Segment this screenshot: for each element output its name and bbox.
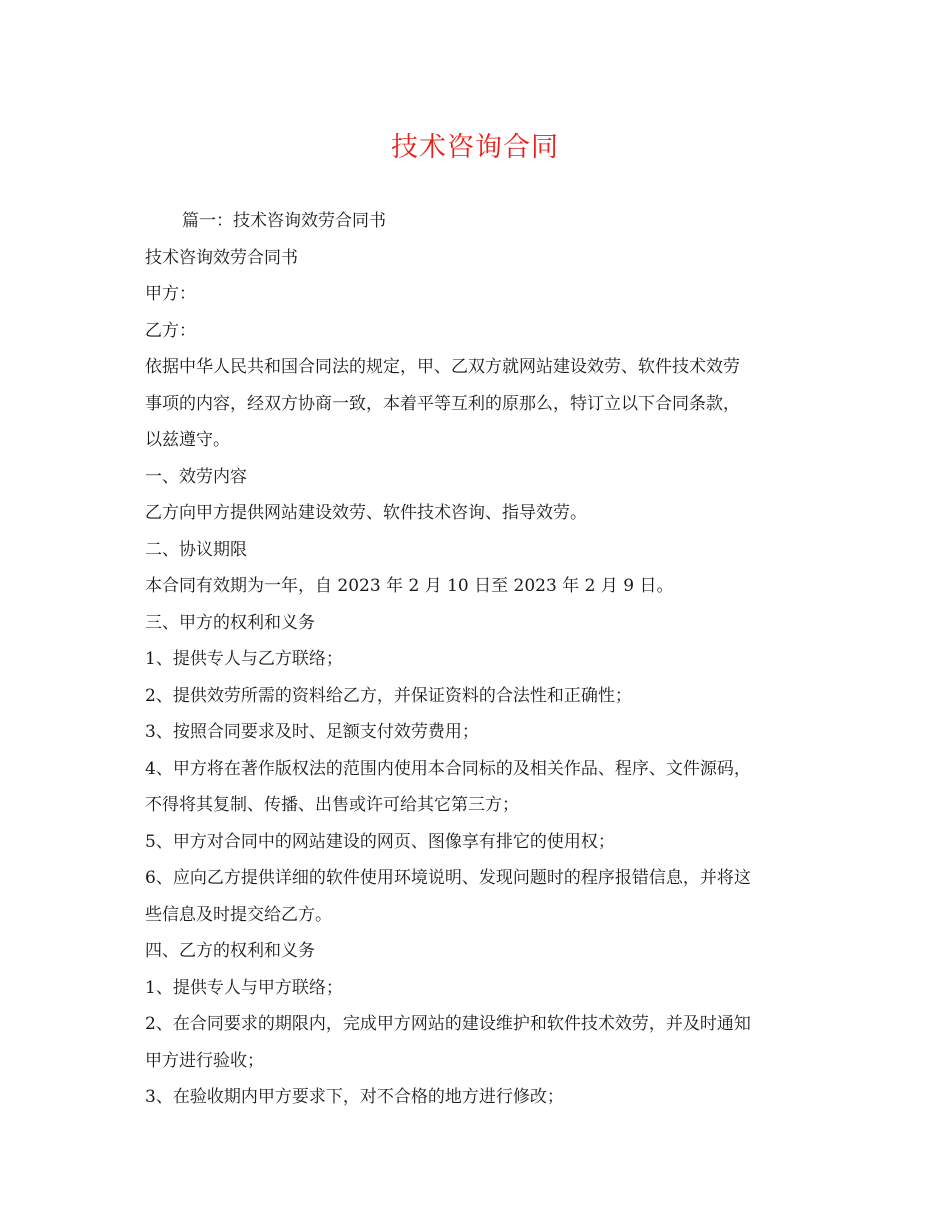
document-title: 技术咨询合同 (391, 132, 559, 163)
clause-item: 2、在合同要求的期限内，完成甲方网站的建设维护和软件技术效劳，并及时通知 (145, 1014, 751, 1034)
contract-name: 技术咨询效劳合同书 (145, 247, 298, 268)
clause-item-continued: 甲方进行验收； (145, 1050, 264, 1071)
section-heading: 篇一：技术咨询效劳合同书 (182, 211, 386, 231)
clause-item: 2、提供效劳所需的资料给乙方，并保证资料的合法性和正确性； (145, 685, 632, 706)
clause-item-continued: 些信息及时提交给乙方。 (145, 904, 332, 925)
clause-item: 6、应向乙方提供详细的软件使用环境说明、发现问题时的程序报错信息，并将这 (145, 868, 751, 888)
clause-item: 1、提供专人与甲方联络； (145, 977, 343, 998)
clause-item-continued: 不得将其复制、传播、出售或许可给其它第三方； (145, 795, 519, 815)
clause-heading: 一、效劳内容 (145, 466, 247, 487)
clause-text: 本合同有效期为一年，自 2023 年 2 月 10 日至 2023 年 2 月 9 日。 (145, 576, 674, 596)
party-a-label: 甲方： (145, 284, 196, 304)
clause-heading: 三、甲方的权利和义务 (145, 612, 315, 633)
clause-item: 3、按照合同要求及时、足额支付效劳费用； (145, 722, 479, 742)
preamble-line: 依据中华人民共和国合同法的规定，甲、乙双方就网站建设效劳、软件技术效劳 (145, 357, 740, 377)
preamble-line: 事项的内容，经双方协商一致，本着平等互利的原那么，特订立以下合同条款， (145, 393, 740, 414)
document-body (145, 203, 810, 1116)
clause-heading: 二、协议期限 (145, 539, 247, 560)
party-b-label: 乙方： (145, 320, 196, 341)
preamble-line: 以兹遵守。 (145, 430, 230, 450)
clause-item: 4、甲方将在著作版权法的范围内使用本合同标的及相关作品、程序、文件源码， (145, 758, 751, 779)
clause-item: 5、甲方对合同中的网站建设的网页、图像享有排它的使用权； (145, 831, 615, 852)
clause-item: 3、在验收期内甲方要求下，对不合格的地方进行修改； (145, 1087, 564, 1107)
clause-text: 乙方向甲方提供网站建设效劳、软件技术咨询、指导效劳。 (145, 503, 587, 523)
clause-item: 1、提供专人与乙方联络； (145, 649, 343, 669)
clause-heading: 四、乙方的权利和义务 (145, 941, 315, 961)
